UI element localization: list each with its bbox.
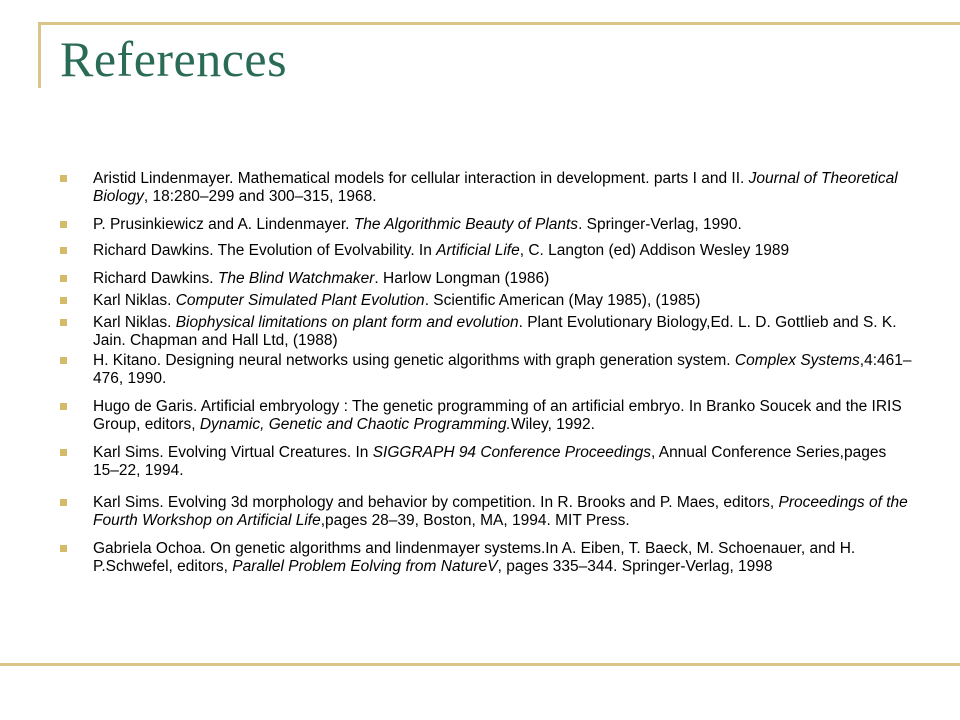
reference-title-italic: SIGGRAPH 94 Conference Proceedings [372,444,651,461]
slide-frame-left [38,22,41,88]
reference-text: , pages 335–344. Springer-Verlag, 1998 [497,558,773,575]
reference-title-italic: Biophysical limitations on plant form and evolution [175,314,519,331]
square-bullet-icon [60,221,67,228]
reference-text: , Annual Conference Series,pages 15–22, 1994. [93,444,887,479]
square-bullet-icon [60,403,67,410]
reference-text: Karl Sims. Evolving Virtual Creatures. In [93,444,373,461]
slide-frame-bottom [0,663,960,666]
reference-item [93,292,913,310]
reference-title-italic: The Blind Watchmaker [217,270,375,287]
slide-frame-top [38,22,960,25]
slide-title: References [60,31,288,87]
reference-text: Karl Niklas. [93,314,176,331]
reference-text: ,pages 28–39, Boston, MA, 1994. MIT Press. [320,512,630,529]
reference-item [93,540,913,576]
reference-item [93,444,913,480]
reference-item [93,352,913,388]
reference-text: Aristid Lindenmayer. Mathematical models for cellular interaction in development. parts I and II. [93,170,749,187]
reference-text: Richard Dawkins. The Evolution of Evolvability. In [93,242,437,259]
reference-item [93,216,913,234]
reference-text: Wiley, 1992. [510,416,595,433]
square-bullet-icon [60,545,67,552]
reference-title-italic: Journal of Theoretical Biology [93,170,898,205]
square-bullet-icon [60,275,67,282]
reference-text: H. Kitano. Designing neural networks using genetic algorithms with graph generation system. [93,352,735,369]
reference-list [93,170,913,576]
square-bullet-icon [60,449,67,456]
square-bullet-icon [60,319,67,326]
reference-title-italic: Complex Systems [734,352,860,369]
square-bullet-icon [60,499,67,506]
reference-text: Karl Sims. Evolving 3d morphology and behavior by competition. In R. Brooks and P. Maes, editors, [93,494,779,511]
square-bullet-icon [60,357,67,364]
reference-item [93,494,913,530]
reference-title-italic: The Algorithmic Beauty of Plants [353,216,579,233]
reference-text: . Springer-Verlag, 1990. [578,216,742,233]
reference-text: Gabriela Ochoa. On genetic algorithms and lindenmayer systems.In A. Eiben, T. Baeck, M. Schoenauer, and H. P.Schwefel, editors, [93,540,856,575]
reference-title-italic: Computer Simulated Plant Evolution [175,292,425,309]
reference-item [93,314,913,350]
reference-title-italic: Parallel Problem Eolving from NatureV [232,558,498,575]
reference-title-italic: Proceedings of the Fourth Workshop on Artificial Life [93,494,908,529]
reference-title-italic: Artificial Life [436,242,520,259]
reference-text: . Scientific American (May 1985), (1985) [424,292,701,309]
reference-item [93,270,913,288]
reference-text: P. Prusinkiewicz and A. Lindenmayer. [93,216,354,233]
reference-text: . Plant Evolutionary Biology,Ed. L. D. Gottlieb and S. K. Jain. Chapman and Hall Ltd, (1988) [93,314,897,349]
reference-text: ,4:461–476, 1990. [93,352,912,387]
reference-item [93,398,913,434]
reference-item [93,170,913,206]
square-bullet-icon [60,175,67,182]
reference-text: , 18:280–299 and 300–315, 1968. [143,188,377,205]
reference-item [93,242,913,260]
reference-text: . Harlow Longman (1986) [374,270,550,287]
square-bullet-icon [60,247,67,254]
square-bullet-icon [60,297,67,304]
reference-text: Karl Niklas. [93,292,176,309]
reference-text: , C. Langton (ed) Addison Wesley 1989 [519,242,790,259]
reference-title-italic: Dynamic, Genetic and Chaotic Programming. [199,416,511,433]
reference-text: Richard Dawkins. [93,270,218,287]
reference-text: Hugo de Garis. Artificial embryology : The genetic programming of an artificial embryo. In Branko Soucek and the IRIS Group, editors, [93,398,902,433]
